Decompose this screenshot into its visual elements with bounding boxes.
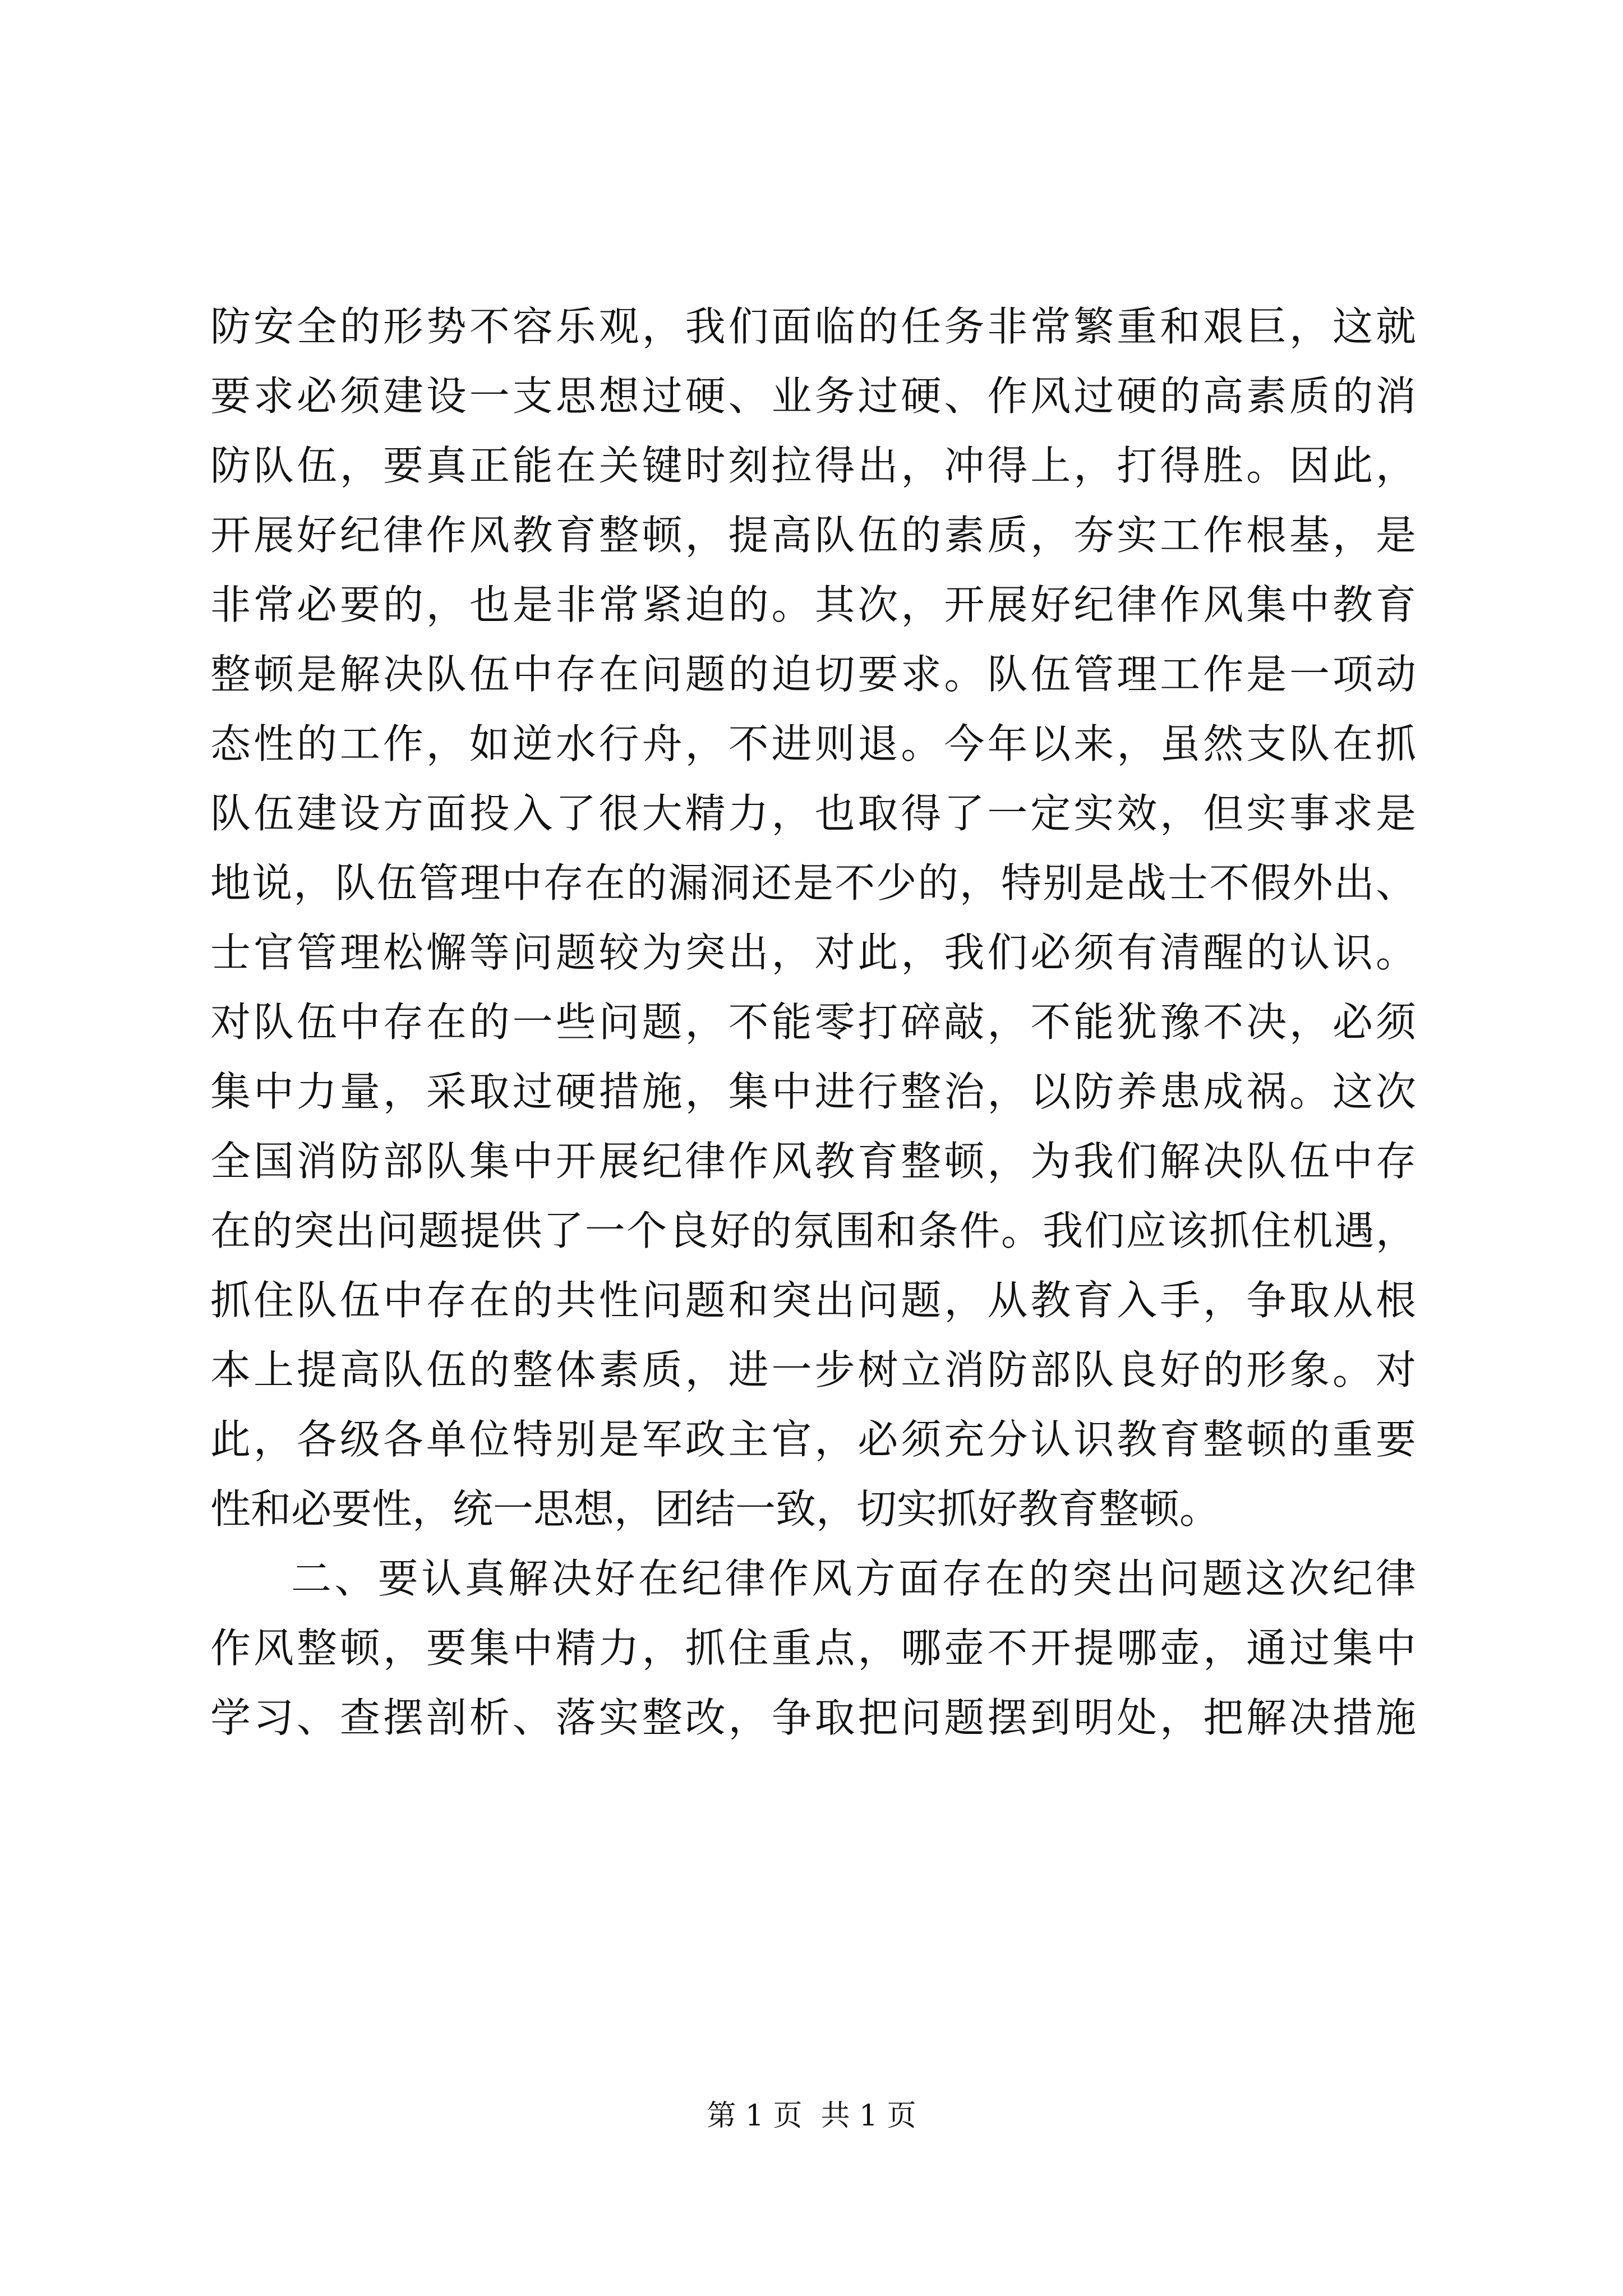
text-line: 此，各级各单位特别是军政主官，必须充分认识教育整顿的重要 (210, 1416, 1416, 1463)
paragraph-end-line: 性和必要性，统一思想，团结一致，切实抓好教育整顿。 (210, 1485, 1220, 1533)
text-line: 地说，队伍管理中存在的漏洞还是不少的，特别是战士不假外出、 (210, 859, 1416, 907)
text-line: 抓住队伍中存在的共性问题和突出问题，从教育入手，争取从根 (210, 1277, 1416, 1324)
text-line: 非常必要的，也是非常紧迫的。其次，开展好纪律作风集中教育 (210, 581, 1416, 628)
text-line: 在的突出问题提供了一个良好的氛围和条件。我们应该抓住机遇， (210, 1207, 1416, 1254)
text-line: 全国消防部队集中开展纪律作风教育整顿，为我们解决队伍中存 (210, 1138, 1416, 1185)
text-line: 本上提高队伍的整体素质，进一步树立消防部队良好的形象。对 (210, 1346, 1416, 1393)
text-line: 防队伍，要真正能在关键时刻拉得出，冲得上，打得胜。因此， (210, 442, 1416, 489)
text-line: 整顿是解决队伍中存在问题的迫切要求。队伍管理工作是一项动 (210, 651, 1416, 698)
text-line: 开展好纪律作风教育整顿，提高队伍的素质，夯实工作根基，是 (210, 512, 1416, 559)
text-line: 要求必须建设一支思想过硬、业务过硬、作风过硬的高素质的消 (210, 372, 1416, 420)
text-line: 态性的工作，如逆水行舟，不进则退。今年以来，虽然支队在抓 (210, 720, 1416, 767)
text-line: 士官管理松懈等问题较为突出，对此，我们必须有清醒的认识。 (210, 929, 1416, 976)
text-line: 作风整顿，要集中精力，抓住重点，哪壶不开提哪壶，通过集中 (210, 1625, 1416, 1672)
text-line: 防安全的形势不容乐观，我们面临的任务非常繁重和艰巨，这就 (210, 303, 1416, 350)
text-line: 学习、查摆剖析、落实整改，争取把问题摆到明处，把解决措施 (210, 1694, 1416, 1741)
section-heading-line: 二、要认真解决好在纪律作风方面存在的突出问题这次纪律 (291, 1555, 1416, 1602)
text-line: 对队伍中存在的一些问题，不能零打碎敲，不能犹豫不决，必须 (210, 999, 1416, 1046)
text-line: 集中力量，采取过硬措施，集中进行整治，以防养患成祸。这次 (210, 1068, 1416, 1115)
document-body (210, 292, 1416, 1752)
page-footer: 第 1 页 共 1 页 (707, 2099, 916, 2133)
text-line: 队伍建设方面投入了很大精力，也取得了一定实效，但实事求是 (210, 790, 1416, 837)
